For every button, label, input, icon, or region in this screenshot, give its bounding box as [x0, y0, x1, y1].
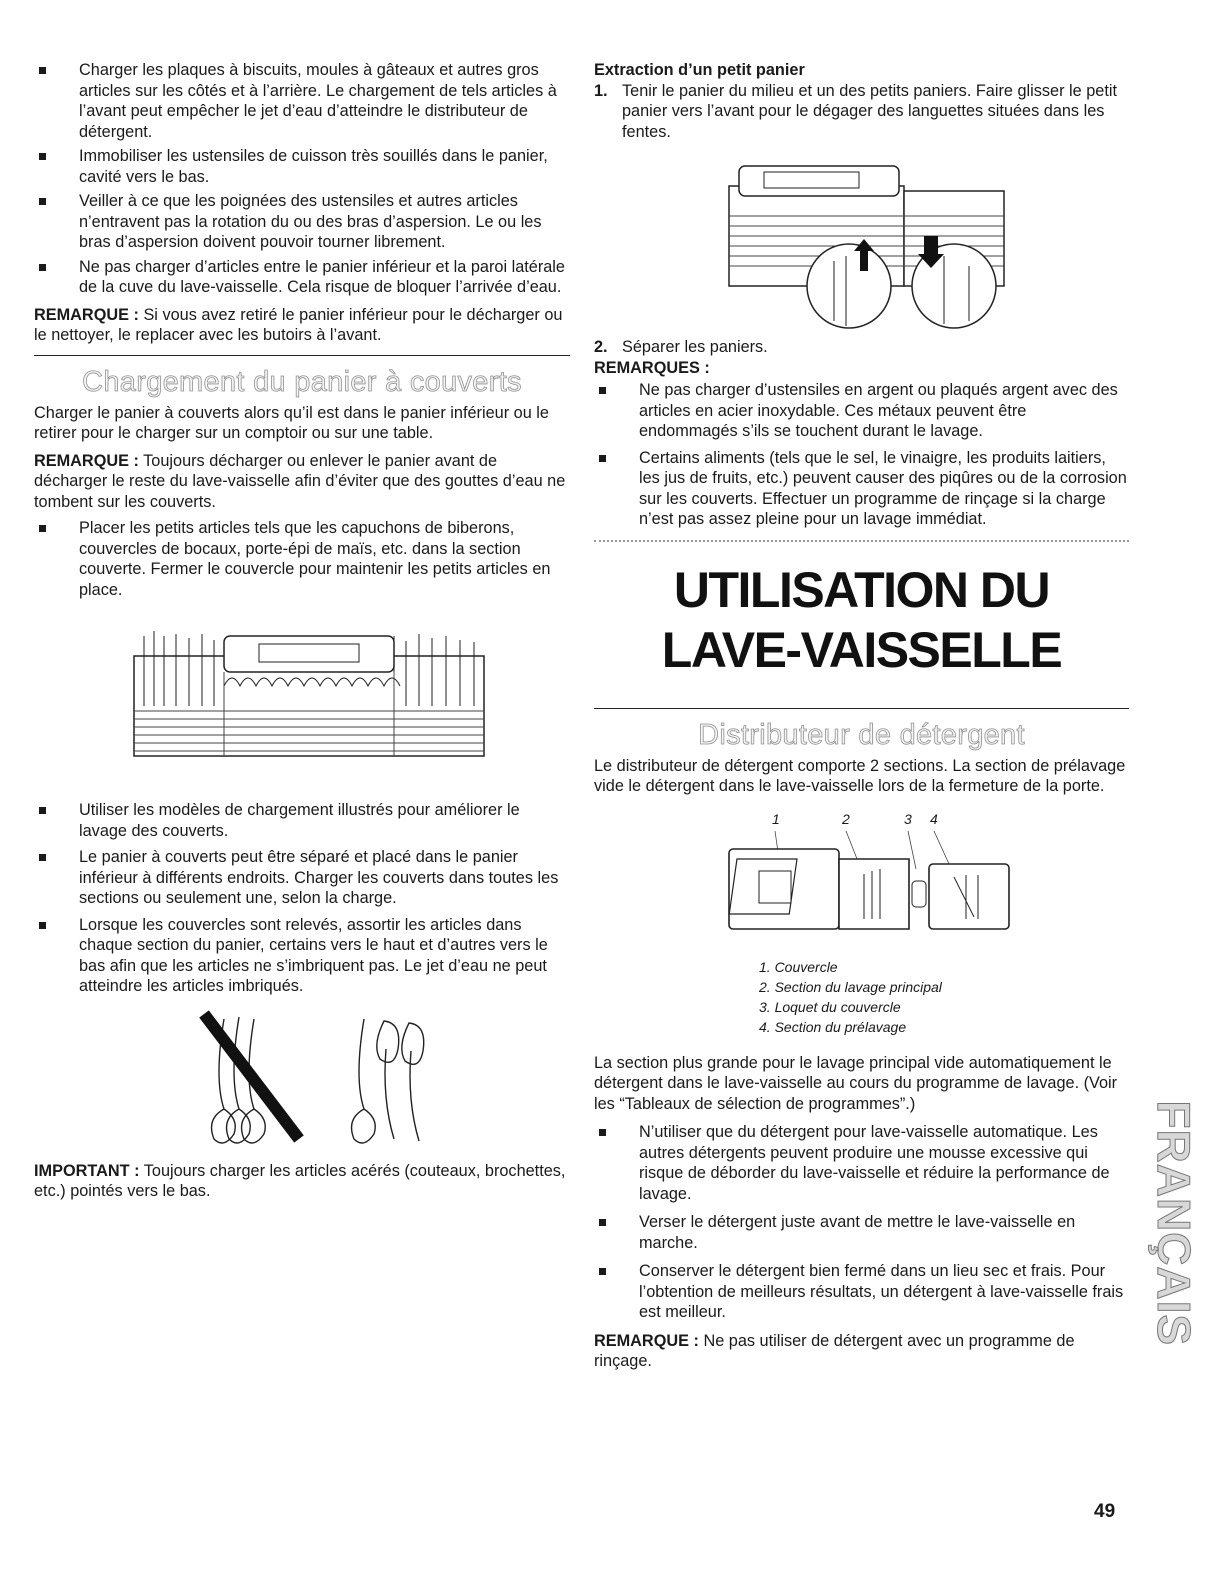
section-title-detergent: Distributeur de détergent: [698, 718, 1025, 751]
right-column: [594, 60, 1129, 1372]
divider: [594, 540, 1129, 542]
language-label: FRANÇAIS: [1148, 1100, 1201, 1346]
small-basket-illustration: [594, 156, 1129, 331]
remarque-text: Toujours décharger ou enlever le panier avant de décharger le reste du lave-vaisselle afin d’éviter que des gouttes d’eau ne tombent sur les couverts.: [34, 451, 566, 511]
callout-4: 4: [930, 810, 938, 827]
step-text: Tenir le panier du milieu et un des petits paniers. Faire glisser le petit panier vers l’avant pour le dégager des languettes situées dans les fentes.: [622, 81, 1118, 141]
step-item: [594, 337, 1129, 358]
cutlery-tips-list: [34, 800, 570, 997]
chapter-title-line2: LAVE-VAISSELLE: [661, 621, 1062, 678]
detergent-intro: Le distributeur de détergent comporte 2 sections. La section de prélavage vide le détergent dans le lave-vaisselle lors de la fermeture de la porte.: [594, 756, 1126, 795]
list-item: Veiller à ce que les poignées des ustensiles et autres articles n’entravent pas la rotation du ou des bras d’aspersion. Le ou les bras d’aspersion doivent pouvoir tourner librement.: [34, 191, 570, 253]
page-number: 49: [1094, 1501, 1116, 1522]
list-item: Ne pas charger d’ustensiles en argent ou plaqués argent avec des articles en acier inoxydable. Ces métaux peuvent être endommagés s’ils se touchent durant le lavage.: [594, 380, 1129, 442]
section-title-cutlery: Chargement du panier à couverts: [82, 365, 522, 398]
list-item: Charger les plaques à biscuits, moules à gâteaux et autres gros articles sur les côtés et à l’arrière. Le chargement de tels articles à l’avant peut empêcher le jet d’eau d’atteindre le distributeur de détergent.: [34, 60, 570, 142]
step-text: Séparer les paniers.: [622, 338, 768, 356]
left-column: [34, 60, 570, 1202]
detergent-tips-list: [594, 1122, 1129, 1323]
main-wash-text: La section plus grande pour le lavage principal vide automatiquement le détergent dans le lave-vaisselle au cours du programme de lavage. (Voir les “Tableaux de sélection de programmes”.): [594, 1053, 1118, 1113]
list-item: Lorsque les couvercles sont relevés, assortir les articles dans chaque section du panier, certains vers le haut et d’autres vers le bas afin que les articles ne s’imbriquent pas. Le jet d’eau ne peut atteindre les articles imbriqués.: [34, 915, 570, 997]
cutlery-caps-list: [34, 518, 570, 600]
language-side-tab: [1148, 1088, 1201, 1358]
divider: [34, 355, 570, 356]
list-item: Placer les petits articles tels que les capuchons de biberons, couvercles de bocaux, porte-épi de maïs, etc. dans la section couverte. Fermer le couvercle pour maintenir les petits articles en place.: [34, 518, 570, 600]
remarque-rinse: [594, 1331, 1129, 1372]
callout-3: 3: [904, 810, 912, 827]
cutlery-intro: Charger le panier à couverts alors qu’il est dans le panier inférieur ou le retirer pour le charger sur un comptoir ou sur une table.: [34, 403, 549, 442]
extraction-steps: [594, 81, 1129, 143]
important-label: IMPORTANT :: [34, 1161, 140, 1180]
cutlery-basket-illustration: [34, 616, 570, 786]
caption-item: 2. Section du lavage principal: [759, 978, 942, 995]
caption-item: 1. Couvercle: [759, 958, 838, 975]
chapter-title-line1: UTILISATION DU: [673, 561, 1050, 618]
step-number: 1.: [594, 81, 608, 100]
dispenser-captions: [759, 957, 1129, 1037]
remarque-text: Ne pas utiliser de détergent avec un programme de rinçage.: [594, 1331, 1075, 1370]
list-item: Utiliser les modèles de chargement illustrés pour améliorer le lavage des couverts.: [34, 800, 570, 841]
step-number: 2.: [594, 338, 608, 356]
remarque-text: Si vous avez retiré le panier inférieur pour le décharger ou le nettoyer, le replacer avec les butoirs à l’avant.: [34, 305, 563, 344]
chapter-title: [594, 562, 1129, 678]
important-text: Toujours charger les articles acérés (couteaux, brochettes, etc.) pointés vers le bas.: [34, 1161, 566, 1200]
callout-1: 1: [772, 810, 780, 827]
list-item: Immobiliser les ustensiles de cuisson très souillés dans le panier, cavité vers le bas.: [34, 146, 570, 187]
step-item: [594, 81, 1129, 143]
list-item: Conserver le détergent bien fermé dans un lieu sec et frais. Pour l’obtention de meilleurs résultats, un détergent à lave-vaisselle frais est meilleur.: [594, 1261, 1129, 1323]
callout-2: 2: [842, 810, 850, 827]
remarque-lower-rack: [34, 305, 570, 346]
list-item: Certains aliments (tels que le sel, le vinaigre, les produits laitiers, les jus de fruits, etc.) peuvent causer des piqûres ou de la corrosion sur les couverts. Effectuer un programme de rinçage si la charge n’est pas assez pleine pour un lavage immédiat.: [594, 448, 1129, 530]
remarque-cutlery: [34, 451, 570, 513]
detergent-dispenser-illustration: [594, 809, 1129, 949]
caption-item: 4. Section du prélavage: [759, 1018, 907, 1035]
remarques-list: [594, 380, 1129, 530]
caption-item: 3. Loquet du couvercle: [759, 998, 901, 1015]
loading-tips-list: [34, 60, 570, 298]
divider: [594, 708, 1129, 709]
nesting-spoons-illustration: [34, 1009, 570, 1149]
remarque-label: REMARQUE :: [594, 1331, 699, 1350]
list-item: Le panier à couverts peut être séparé et placé dans le panier inférieur à différents endroits. Charger les couverts dans toutes les sections ou seulement une, selon la charge.: [34, 847, 570, 909]
extraction-steps-2: [594, 337, 1129, 358]
list-item: Ne pas charger d’articles entre le panier inférieur et la paroi latérale de la cuve du lave-vaisselle. Cela risque de bloquer l’arrivée d’eau.: [34, 257, 570, 298]
dispenser-figure: [594, 809, 1129, 949]
list-item: N’utiliser que du détergent pour lave-vaisselle automatique. Les autres détergents peuvent produire une mousse excessive qui risque de déborder du lave-vaisselle et réduire la performance de lavage.: [594, 1122, 1129, 1204]
extraction-title: Extraction d’un petit panier: [594, 61, 805, 79]
list-item: Verser le détergent juste avant de mettre le lave-vaisselle en marche.: [594, 1212, 1129, 1253]
remarque-label: REMARQUE :: [34, 451, 139, 470]
important-note: [34, 1161, 570, 1202]
remarques-label: REMARQUES :: [594, 358, 710, 377]
remarque-label: REMARQUE :: [34, 305, 139, 324]
